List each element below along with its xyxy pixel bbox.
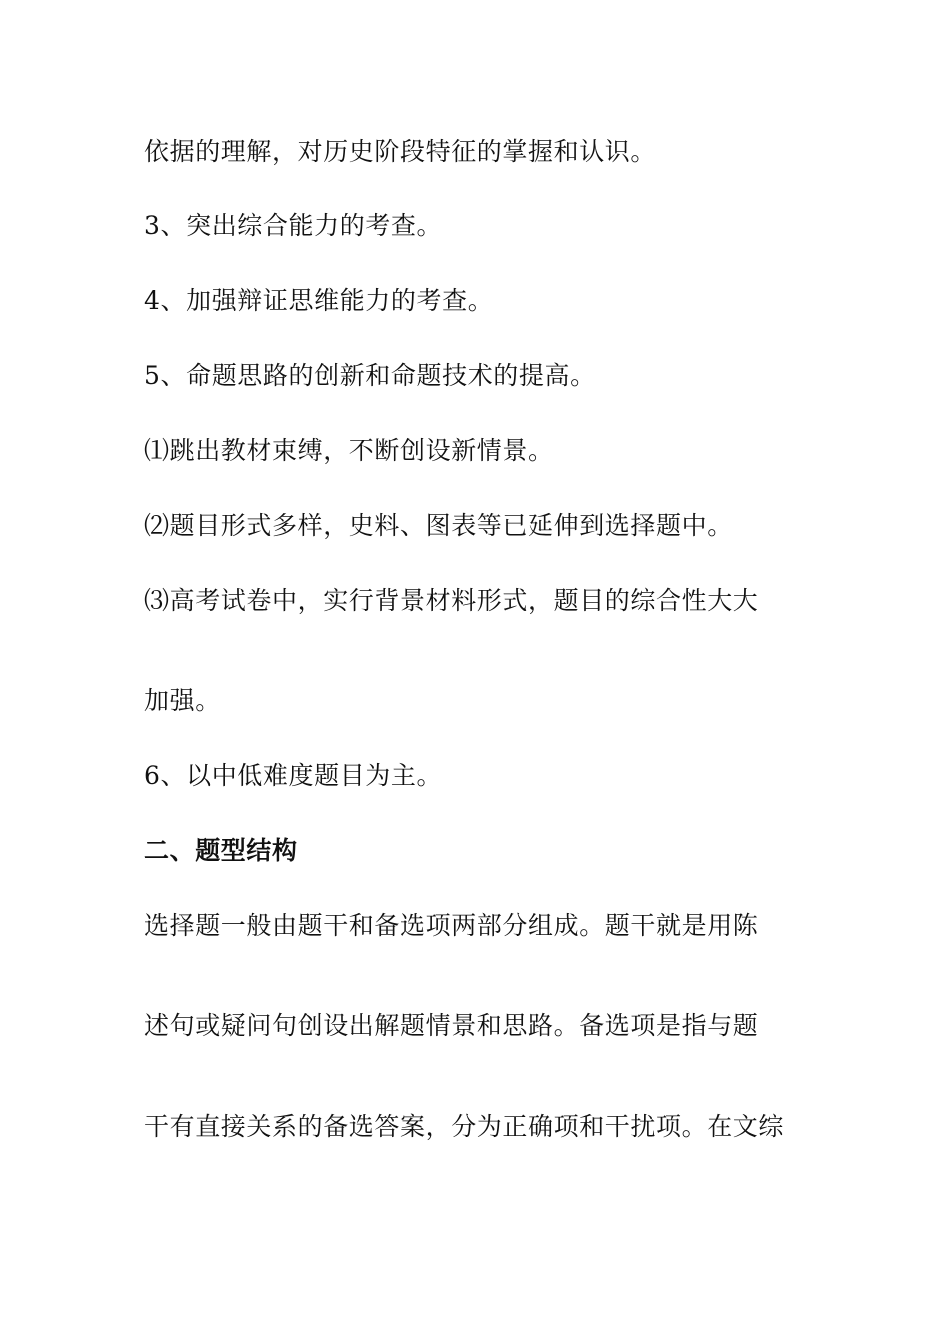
- list-item: ⑶高考试卷中，实行背景材料形式，题目的综合性大大: [144, 586, 759, 615]
- list-item: 6、以中低难度题目为主。: [144, 761, 443, 790]
- paragraph-line: 述句或疑问句创设出解题情景和思路。备选项是指与题: [144, 1011, 759, 1040]
- paragraph-line: 选择题一般由题干和备选项两部分组成。题干就是用陈: [144, 911, 759, 940]
- list-item: 5、命题思路的创新和命题技术的提高。: [144, 361, 596, 390]
- text-line: 依据的理解，对历史阶段特征的掌握和认识。: [144, 137, 657, 166]
- list-item: ⑵题目形式多样，史料、图表等已延伸到选择题中。: [144, 511, 733, 540]
- text-line: 加强。: [144, 686, 221, 715]
- list-item: ⑴跳出教材束缚，不断创设新情景。: [144, 436, 554, 465]
- list-item: 3、突出综合能力的考查。: [144, 211, 443, 240]
- list-item: 4、加强辩证思维能力的考查。: [144, 286, 494, 315]
- section-heading: 二、题型结构: [144, 836, 298, 865]
- paragraph-line: 干有直接关系的备选答案，分为正确项和干扰项。在文综: [144, 1112, 785, 1141]
